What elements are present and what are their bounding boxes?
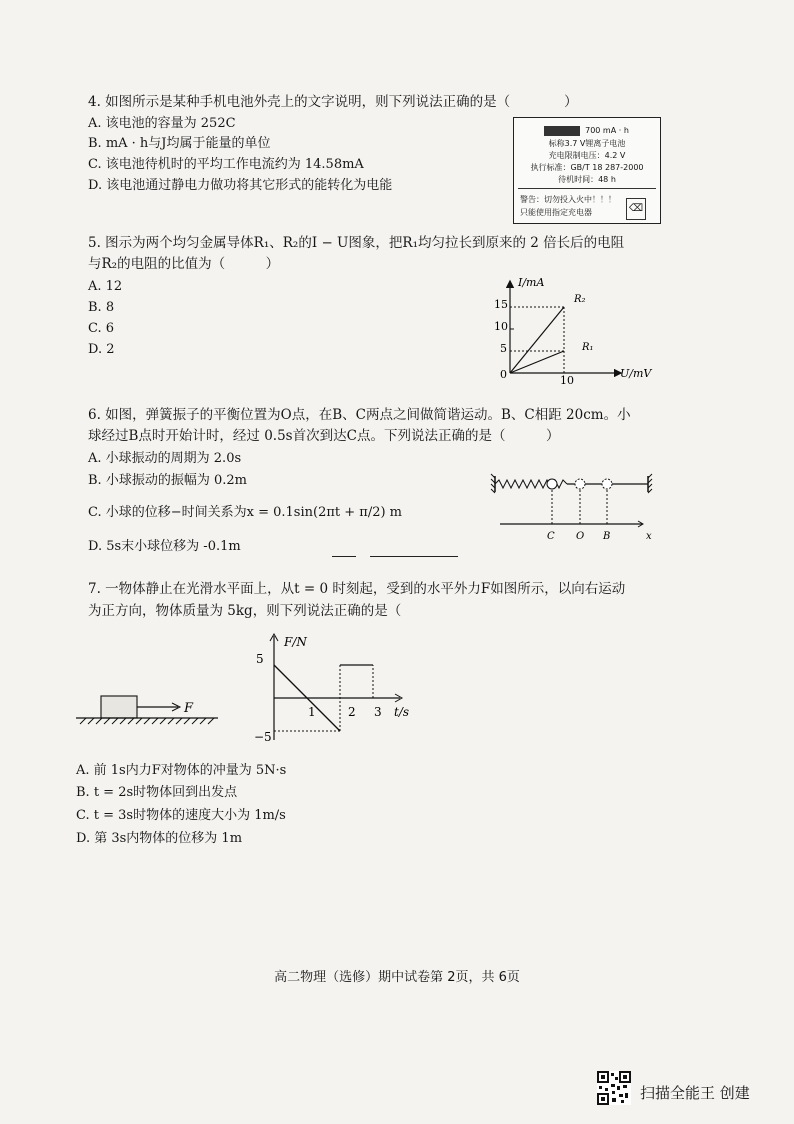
series-line-1 bbox=[510, 307, 564, 373]
q6-option-b: B. 小球振动的振幅为 0.2m bbox=[88, 473, 247, 488]
label-x: x bbox=[646, 531, 652, 542]
origin-label: 0 bbox=[500, 368, 507, 381]
scanner-watermark: 扫描全能王 创建 bbox=[640, 1084, 750, 1102]
q6-option-a: A. 小球振动的周期为 2.0s bbox=[88, 451, 242, 466]
force-label: F bbox=[184, 701, 194, 716]
q4-option-d: D. 该电池通过静电力做功将其它形式的能转化为电能 bbox=[88, 178, 393, 193]
i-tick-5: 5 bbox=[500, 342, 507, 355]
label-b: B bbox=[603, 531, 611, 542]
recycle-bin-icon: ⌫ bbox=[626, 198, 646, 220]
i-tick-10: 10 bbox=[494, 320, 508, 333]
u-axis-label: U/mV bbox=[620, 367, 652, 380]
page-footer: 高二物理（选修）期中试卷第 2页，共 6页 bbox=[274, 970, 520, 985]
q7-stem-line2: 为正方向，物体质量为 5kg，则下列说法正确的是（ bbox=[88, 603, 402, 619]
u-tick-10: 10 bbox=[560, 374, 574, 387]
q6-stem-line1: 6. 如图，弹簧振子的平衡位置为O点，在B、C两点之间做简谐运动。B、C相距 20cm。小 bbox=[88, 407, 631, 423]
label-divider bbox=[518, 188, 656, 189]
q7-option-a: A. 前 1s内力F对物体的冲量为 5N·s bbox=[76, 763, 287, 778]
label-c: C bbox=[547, 531, 555, 542]
battery-warning-2: 只能使用指定充电器 bbox=[520, 208, 592, 217]
q6-stem-line2: 球经过B点时开始计时，经过 0.5s首次到达C点。下列说法正确的是（ ） bbox=[88, 428, 560, 444]
q5-stem-line1: 5. 图示为两个均匀金属导体R₁、R₂的I − U图象，把R₁均匀拉长到原来的 2 倍长后的电阻 bbox=[88, 235, 625, 251]
ball-at-c bbox=[547, 479, 557, 489]
series-line-2 bbox=[510, 351, 564, 373]
q5-option-c: C. 6 bbox=[88, 321, 115, 336]
q4-option-b: B. mA · h与J均属于能量的单位 bbox=[88, 136, 271, 151]
battery-standby: 待机时间：48 h bbox=[558, 175, 616, 184]
t-tick-3: 3 bbox=[374, 705, 382, 719]
q5-option-d: D. 2 bbox=[88, 342, 115, 357]
label-o: O bbox=[576, 531, 585, 542]
scribble-mark bbox=[370, 556, 458, 557]
q6-option-d: D. 5s末小球位移为 -0.1m bbox=[88, 539, 241, 554]
battery-standard: 执行标准：GB/T 18 287-2000 bbox=[530, 163, 644, 172]
battery-capacity: 700 mA · h bbox=[585, 126, 629, 135]
t-axis-label: t/s bbox=[394, 705, 410, 719]
ball-at-b bbox=[602, 479, 612, 489]
iu-graph bbox=[470, 270, 670, 390]
q5-option-a: A. 12 bbox=[88, 279, 123, 294]
q7-stem-line1: 7. 一物体静止在光滑水平面上，从t = 0 时刻起，受到的水平外力F如图所示，以向右运动 bbox=[88, 581, 626, 597]
t-tick-2: 2 bbox=[348, 705, 356, 719]
q4-option-c: C. 该电池待机时的平均工作电流约为 14.58mA bbox=[88, 157, 364, 172]
force-time-graph bbox=[252, 628, 432, 748]
i-axis-label: I/mA bbox=[518, 276, 545, 289]
q5-option-b: B. 8 bbox=[88, 300, 115, 315]
f-axis-label: F/N bbox=[284, 635, 307, 649]
battery-charge-limit: 充电限制电压：4.2 V bbox=[548, 151, 626, 160]
r2-label: R₂ bbox=[574, 294, 586, 305]
f-tick-minus-5: −5 bbox=[254, 730, 272, 744]
qr-code-icon bbox=[597, 1071, 631, 1105]
battery-voltage: 标称3.7 V锂离子电池 bbox=[548, 139, 626, 148]
q7-option-d: D. 第 3s内物体的位移为 1m bbox=[76, 831, 243, 846]
surface-hatch bbox=[80, 718, 214, 724]
q7-option-c: C. t = 3s时物体的速度大小为 1m/s bbox=[76, 808, 286, 823]
ball-at-o bbox=[575, 479, 585, 489]
block bbox=[101, 696, 137, 718]
q4-stem: 4. 如图所示是某种手机电池外壳上的文字说明，则下列说法正确的是（ ） bbox=[88, 94, 578, 110]
t-tick-1: 1 bbox=[308, 705, 316, 719]
spring-oscillator-figure bbox=[490, 468, 660, 544]
block-on-surface-figure bbox=[76, 692, 226, 732]
q6-option-c: C. 小球的位移−时间关系为x = 0.1sin(2πt + π/2) m bbox=[88, 505, 402, 520]
r1-label: R₁ bbox=[582, 342, 594, 353]
q7-option-b: B. t = 2s时物体回到出发点 bbox=[76, 785, 238, 800]
battery-label-figure bbox=[513, 117, 661, 224]
iu-data-lines bbox=[510, 307, 564, 373]
scribble-mark bbox=[332, 556, 356, 557]
q4-option-a: A. 该电池的容量为 252C bbox=[88, 116, 236, 131]
f-tick-5: 5 bbox=[256, 652, 264, 666]
battery-warning-1: 警告：切勿投入火中！！！ bbox=[520, 195, 616, 204]
i-tick-15: 15 bbox=[494, 298, 508, 311]
q5-stem-line2: 与R₂的电阻的比值为（ ） bbox=[88, 256, 280, 272]
